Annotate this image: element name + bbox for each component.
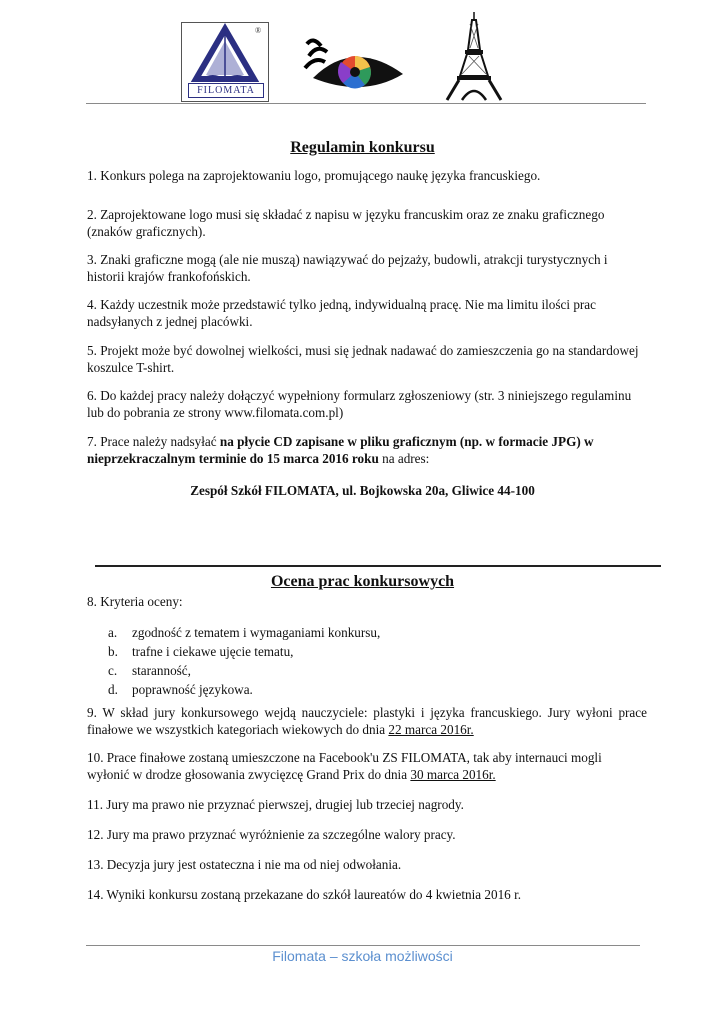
section-title-regulamin: Regulamin konkursu — [290, 139, 435, 156]
rule-item-7-pre: 7. Prace należy nadsyłać — [87, 434, 220, 449]
list-text: poprawność językowa. — [132, 682, 253, 697]
footer-divider — [86, 945, 640, 946]
rule-item-10-text: 10. Prace finałowe zostaną umieszczone na Facebook'u ZS FILOMATA, tak aby internauci mogli wyłonić w drodze głosowania zwycięzcę Grand Prix do dnia — [87, 750, 602, 782]
list-marker: c. — [108, 663, 118, 678]
school-address: Zespół Szkół FILOMATA, ul. Bojkowska 20a, Gliwice 44-100 — [190, 483, 535, 498]
list-text: staranność, — [132, 663, 191, 678]
section-divider — [95, 565, 661, 567]
list-item — [108, 642, 380, 661]
rule-item-11: 11. Jury ma prawo nie przyznać pierwszej, drugiej lub trzeciej nagrody. — [87, 797, 464, 812]
list-marker: d. — [108, 682, 118, 697]
header-divider — [86, 103, 646, 104]
registered-mark: ® — [255, 26, 262, 35]
rule-item-10 — [87, 749, 647, 783]
eiffel-tower-icon — [442, 10, 506, 102]
rule-item-7-post: na adres: — [378, 451, 430, 466]
rule-item-3: 3. Znaki graficzne mogą (ale nie muszą) nawiązywać do pejzaży, budowli, atrakcji turystycznych i historii krajów frankofońskich. — [87, 252, 608, 284]
footer-tagline: Filomata – szkoła możliwości — [272, 948, 453, 964]
rule-item-7 — [87, 433, 647, 467]
rule-item-9 — [87, 704, 647, 738]
list-text: trafne i ciekawe ujęcie tematu, — [132, 644, 294, 659]
list-item — [108, 680, 380, 699]
rule-item-10-date: 30 marca 2016r. — [410, 767, 496, 782]
section-title-ocena: Ocena prac konkursowych — [270, 573, 455, 590]
criteria-list — [108, 623, 380, 699]
rule-item-14: 14. Wyniki konkursu zostaną przekazane do szkół laureatów do 4 kwietnia 2016 r. — [87, 887, 522, 902]
rule-item-7-bold: na płycie CD zapisane w pliku graficznym (np. w formacie JPG) w nieprzekraczalnym terminie do 15 marca 2016 roku — [87, 434, 594, 466]
rule-item-1: 1. Konkurs polega na zaprojektowaniu logo, promującego naukę języka francuskiego. — [87, 168, 541, 183]
rule-item-4: 4. Każdy uczestnik może przedstawić tylko jedną, indywidualną pracę. Nie ma limitu ilości prac nadsyłanych z jednej placówki. — [87, 297, 597, 329]
list-marker: a. — [108, 625, 118, 640]
eye-icon — [303, 38, 405, 96]
criteria-intro: 8. Kryteria oceny: — [87, 594, 183, 609]
rule-item-2: 2. Zaprojektowane logo musi się składać z napisu w języku francuskim oraz ze znaku graficznego (znaków graficznych). — [87, 207, 605, 239]
rule-item-9-text: 9. W skład jury konkursowego wejdą nauczyciele: plastyki i języka francuskiego. Jury wyłoni prace finałowe we wszystkich kategoriach wiekowych do dnia — [87, 705, 647, 737]
list-marker: b. — [108, 644, 118, 659]
rule-item-12: 12. Jury ma prawo przyznać wyróżnienie za szczególne walory pracy. — [87, 827, 456, 842]
rule-item-13: 13. Decyzja jury jest ostateczna i nie ma od niej odwołania. — [87, 857, 402, 872]
rule-item-9-date: 22 marca 2016r. — [388, 722, 474, 737]
logo-wordmark: FILOMATA — [188, 83, 264, 98]
list-text: zgodność z tematem i wymaganiami konkursu, — [132, 625, 381, 640]
list-item — [108, 623, 380, 642]
rule-item-6: 6. Do każdej pracy należy dołączyć wypełniony formularz zgłoszeniowy (str. 3 niniejszego regulaminu lub do pobrania ze strony www.filomata.com.pl) — [87, 388, 632, 420]
page-header — [0, 0, 725, 110]
rule-item-5: 5. Projekt może być dowolnej wielkości, musi się jednak nadawać do zamieszczenia go na standardowej koszulce T-shirt. — [87, 343, 639, 375]
list-item — [108, 661, 380, 680]
